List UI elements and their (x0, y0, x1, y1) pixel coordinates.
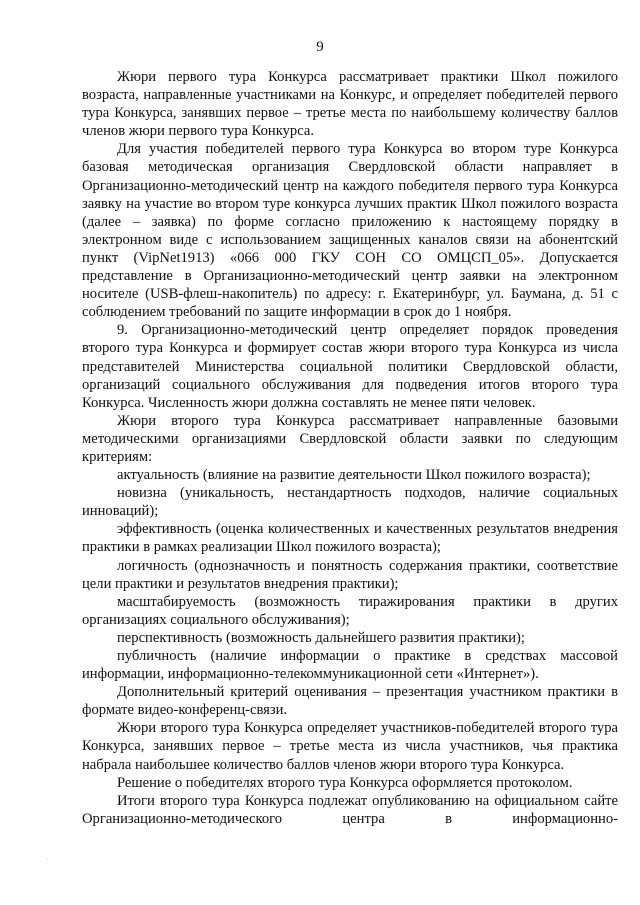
criterion-logic: логичность (однозначность и понятность содержания практики, соответствие цели практики и результатов внедрения практики); (82, 557, 618, 592)
paragraph-publication: Итоги второго тура Конкурса подлежат опубликованию на официальном сайте Организационно-методического центра в информационно- (82, 792, 618, 827)
paragraph-jury-first-round: Жюри первого тура Конкурса рассматривает практики Школ пожилого возраста, направленные участниками на Конкурс, и определяет победителей первого тура Конкурса, занявших первое – третье места по наибольшему количеству баллов членов жюри первого тура Конкурса. (82, 69, 618, 140)
criterion-efficiency: эффективность (оценка количественных и качественных результатов внедрения практики в рамках реализации Школ пожилого возраста); (82, 521, 618, 556)
paragraph-protocol: Решение о победителях второго тура Конкурса оформляется протоколом. (117, 774, 573, 791)
criterion-publicity: публичность (наличие информации о практике в средствах массовой информации, информационно-телекоммуникационной сети «Интернет»). (82, 648, 618, 683)
paragraph-application-submission: Для участия победителей первого тура Конкурса во втором туре Конкурса базовая методическая организация Свердловской области направляет в Организационно-методический центр на каждого победителя первого тура Конкурса заявку на участие во втором туре конкурса лучших практик Школ пожилого возраста (далее – заявка) по форме согласно приложению к настоящему порядку в электронном виде с использованием защищенных каналов связи на абонентский пункт (VipNet1913) «066 000 ГКУ СОН СО ОМЦСП_05». Допускается представление в Организационно-методический центр заявки на электронном носителе (USB-флеш-накопитель) по адресу: г. Екатеринбург, ул. Баумана, д. 51 с соблюдением требований по защите информации в срок до 1 ноября. (82, 141, 618, 321)
document-body (82, 68, 618, 828)
page-number: 9 (316, 39, 324, 55)
criterion-novelty: новизна (уникальность, нестандартность подходов, наличие социальных инноваций); (82, 485, 618, 520)
paragraph-criteria-intro: Жюри второго тура Конкурса рассматривает направленные базовыми методическими организациями Свердловской области заявки по следующим критериям: (82, 412, 618, 465)
paragraph-additional-criterion: Дополнительный критерий оценивания – презентация участником практики в формате видео-конференц-связи. (82, 684, 618, 719)
paragraph-jury-second-round: Жюри второго тура Конкурса определяет участников-победителей второго тура Конкурса, занявших первое – третье места из числа участников, чья практика набрала наибольшее количество баллов членов жюри второго тура Конкурса. (82, 720, 618, 773)
criterion-prospects: перспективность (возможность дальнейшего развития практики); (117, 629, 525, 646)
criterion-relevance: актуальность (влияние на развитие деятельности Школ пожилого возраста); (117, 467, 591, 484)
criterion-scalability: масштабируемость (возможность тиражирования практики в других организациях социального обслуживания); (82, 593, 618, 628)
scan-mark: · (46, 855, 49, 864)
paragraph-item-9: 9. Организационно-методический центр определяет порядок проведения второго тура Конкурса и формирует состав жюри второго тура Конкурса из числа представителей Министерства социальной политики Свердловской области, организаций социального обслуживания для подведения итогов второго тура Конкурса. Численность жюри должна составлять не менее пяти человек. (82, 322, 618, 411)
